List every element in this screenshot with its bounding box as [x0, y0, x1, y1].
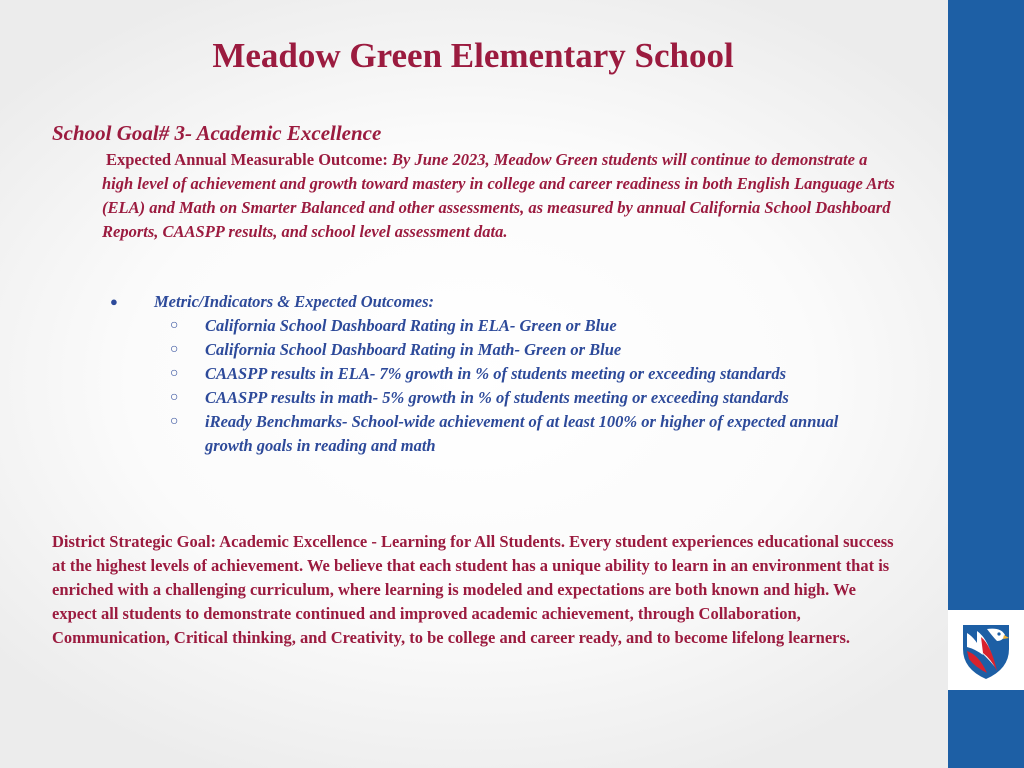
metrics-heading: Metric/Indicators & Expected Outcomes: — [154, 292, 435, 311]
metric-text: California School Dashboard Rating in ELA- Green or Blue — [205, 316, 617, 335]
metric-text: CAASPP results in ELA- 7% growth in % of students meeting or exceeding standards — [205, 364, 787, 383]
metric-text: iReady Benchmarks- School-wide achievement of at least 100% or higher of expected annual growth goals in reading and math — [205, 412, 839, 455]
circle-bullet-icon: ○ — [170, 342, 179, 357]
page-title: Meadow Green Elementary School — [212, 36, 734, 75]
metrics-list — [110, 290, 870, 458]
circle-bullet-icon: ○ — [170, 318, 179, 333]
circle-bullet-icon: ○ — [170, 414, 179, 429]
outcome-body: By June 2023, Meadow Green students will continue to demonstrate a high level of achievement and growth toward mastery in college and career readiness in both English Language Arts (ELA) and Math on Smarter Balanced and other assessments, as measured by annual California School Dashboard Reports, CAASPP results, and school level assessment data. — [102, 150, 895, 241]
district-goal: District Strategic Goal: Academic Excellence - Learning for All Students. Every student experiences educational success at the highest levels of achievement. We believe that each student has a unique ability to learn in an environment that is enriched with a challenging curriculum, where learning is modeled and expectations are both known and high. We expect all students to demonstrate continued and improved academic achievement, through Collaboration, Communication, Critical thinking, and Creativity, to be college and career ready, and to become lifelong learners. — [52, 532, 894, 647]
metric-item — [110, 386, 870, 410]
metric-item — [110, 338, 870, 362]
metric-item — [110, 362, 870, 386]
metric-text: CAASPP results in math- 5% growth in % of students meeting or exceeding standards — [205, 388, 789, 407]
metrics-sublist — [110, 314, 870, 458]
metric-text: California School Dashboard Rating in Math- Green or Blue — [205, 340, 622, 359]
circle-bullet-icon: ○ — [170, 390, 179, 405]
metric-item — [110, 314, 870, 338]
bullet-icon: ● — [110, 294, 118, 309]
district-logo — [948, 610, 1024, 690]
circle-bullet-icon: ○ — [170, 366, 179, 381]
outcome-lead: Expected Annual Measurable Outcome: — [106, 150, 388, 169]
metric-item — [110, 410, 870, 458]
goal-heading: School Goal# 3- Academic Excellence — [52, 121, 382, 145]
eagle-shield-icon — [957, 619, 1015, 681]
expected-outcome — [102, 148, 902, 244]
